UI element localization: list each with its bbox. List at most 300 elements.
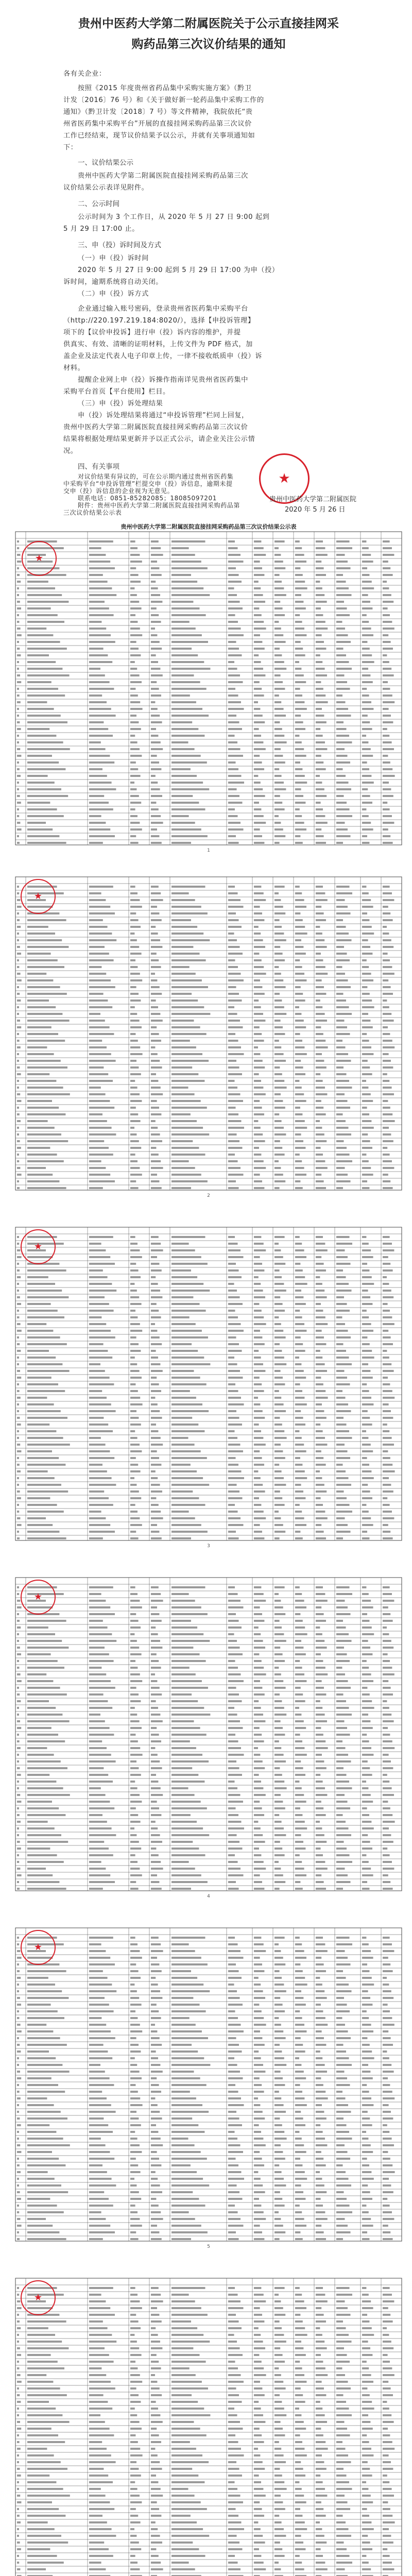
table-cell-text: [89, 2548, 109, 2550]
table-cell-text: [228, 2481, 235, 2483]
table-cell-text: [151, 2374, 155, 2376]
table-cell-text: [228, 1127, 244, 1129]
table-cell-text: [336, 688, 350, 690]
table-cell-text: [362, 1464, 369, 1466]
table-cell-text: [89, 2138, 101, 2140]
table-cell-text: [254, 1740, 264, 1742]
table-cell-text: [130, 1848, 141, 1850]
table-cell-text: [27, 594, 62, 596]
complaint-line: 提醒企业网上申（投）诉操作指南详见贵州省医药集中: [78, 376, 248, 384]
table-cell-text: [316, 1006, 322, 1008]
table-cell-text: [171, 2191, 193, 2193]
table-cell-text: [383, 728, 387, 730]
table-cell-text: [151, 2568, 163, 2570]
table-cell-text: [130, 1423, 141, 1426]
table-cell-text: [295, 2050, 305, 2053]
table-cell-text: [274, 1147, 282, 1149]
table-cell-text: [295, 2414, 301, 2416]
table-cell-text: [27, 2448, 47, 2450]
table-cell-text: [254, 1093, 266, 1095]
table-cell-text: [17, 661, 19, 663]
table-cell-text: [254, 728, 259, 730]
table-cell-text: [362, 1087, 368, 1089]
table-cell-text: [228, 2408, 234, 2410]
table-cell-text: [130, 2287, 135, 2289]
table-cell-text: [336, 2501, 348, 2503]
table-cell-text: [228, 2541, 239, 2544]
table-cell-text: [130, 1707, 135, 1709]
table-cell-text: [151, 1249, 163, 1251]
table-cell-text: [228, 1794, 241, 1796]
table-cell-text: [151, 2381, 157, 2383]
table-cell-text: [295, 1147, 305, 1149]
table-cell-text: [383, 1236, 390, 1238]
table-cell-text: [130, 1276, 141, 1278]
table-cell-text: [17, 1868, 20, 1870]
table-cell-text: [316, 1236, 323, 1238]
table-cell-text: [27, 1787, 63, 1789]
table-cell-text: [89, 2408, 112, 2410]
table-cell-text: [171, 2225, 201, 2227]
table-cell-text: [383, 1383, 390, 1385]
table-cell-text: [274, 2050, 282, 2053]
table-cell-text: [274, 2387, 286, 2389]
table-cell-text: [228, 1444, 241, 1446]
table-cell-text: [274, 540, 285, 543]
table-cell-text: [171, 1423, 198, 1426]
table-cell-text: [89, 1020, 105, 1022]
table-cell-text: [89, 2117, 104, 2120]
table-cell-text: [228, 1390, 238, 1392]
table-cell-text: [151, 1660, 159, 1662]
table-cell-text: [89, 1450, 110, 1452]
table-cell-text: [228, 601, 240, 603]
table-cell-text: [316, 567, 324, 569]
table-cell-text: [228, 1107, 236, 1109]
table-cell-text: [295, 1937, 300, 1939]
table-cell-text: [228, 1290, 237, 1292]
table-cell-text: [17, 2198, 21, 2200]
table-cell-text: [316, 1537, 326, 1539]
table-cell-text: [336, 1174, 348, 1176]
table-cell-text: [362, 1633, 374, 1635]
table-cell-text: [228, 986, 236, 988]
table-cell-text: [89, 1290, 116, 1292]
table-cell-text: [316, 2144, 327, 2146]
table-cell-text: [295, 1290, 301, 1292]
table-cell-text: [362, 1720, 370, 1722]
table-cell-text: [295, 2501, 306, 2503]
table-cell-text: [383, 1511, 392, 1513]
table-cell-text: [295, 2327, 305, 2329]
table-cell-text: [27, 2138, 63, 2140]
table-cell-text: [89, 2050, 108, 2053]
table-cell-text: [295, 2515, 302, 2517]
table-cell-text: [316, 1868, 328, 1870]
table-cell-text: [383, 688, 390, 690]
table-cell-text: [130, 1787, 138, 1789]
table-cell-text: [89, 2307, 110, 2309]
table-cell-text: [171, 587, 203, 589]
table-cell-text: [316, 775, 320, 777]
table-cell-text: [362, 1249, 371, 1251]
complaint-line: 企业通过输入账号密码，登录贵州省医药集中采购平台: [78, 305, 248, 313]
table-cell-text: [316, 795, 327, 797]
table-cell-text: [17, 1080, 19, 1082]
table-cell-text: [27, 1673, 46, 1675]
table-cell-text: [274, 634, 283, 636]
table-cell-text: [151, 654, 156, 656]
table-cell-text: [151, 1470, 156, 1472]
table-cell-text: [316, 728, 320, 730]
table-cell-text: [295, 601, 303, 603]
table-cell-text: [254, 1276, 259, 1278]
table-cell-text: [17, 755, 21, 757]
table-cell-text: [17, 1700, 21, 1702]
table-cell-text: [171, 2381, 202, 2383]
table-cell-text: [130, 1457, 136, 1459]
table-cell-text: [383, 1490, 393, 1493]
table-cell-text: [228, 1256, 244, 1258]
table-cell-text: [17, 1243, 19, 1245]
table-cell-text: [316, 1363, 325, 1365]
table-cell-text: [17, 1133, 19, 1136]
table-cell-text: [89, 540, 113, 543]
table-cell-text: [336, 775, 346, 777]
table-cell-text: [316, 1490, 327, 1493]
table-cell-text: [383, 1263, 390, 1265]
table-cell-text: [27, 1754, 54, 1756]
table-cell-text: [295, 1046, 304, 1048]
table-cell-text: [17, 1687, 19, 1689]
table-cell-text: [17, 1470, 21, 1472]
signature-date: 2020 年 5 月 26 日: [285, 506, 346, 514]
table-cell-text: [130, 761, 136, 764]
table-cell-text: [130, 735, 135, 737]
table-cell-text: [27, 1537, 66, 1539]
table-cell-text: [274, 2374, 281, 2376]
table-cell-text: [274, 2528, 284, 2530]
table-cell-text: [336, 1180, 351, 1182]
table-cell-text: [383, 674, 394, 676]
table-cell-text: [316, 2548, 321, 2550]
table-cell-text: [316, 1827, 322, 1829]
table-cell-text: [27, 2057, 56, 2059]
table-cell-text: [228, 1249, 241, 1251]
table-cell-text: [316, 648, 326, 650]
table-cell-text: [254, 2231, 262, 2233]
table-cell-text: [383, 2117, 393, 2120]
table-cell-text: [228, 721, 239, 723]
table-cell-text: [17, 2394, 20, 2396]
table-cell-text: [151, 2064, 160, 2066]
table-cell-text: [27, 1747, 47, 1749]
table-cell-text: [27, 1511, 64, 1513]
table-cell-text: [254, 886, 261, 888]
table-cell-text: [383, 2124, 387, 2126]
table-cell-text: [274, 788, 286, 790]
table-cell-text: [295, 2218, 304, 2220]
section-line: 5 月 29 日 17:00 止。: [63, 225, 140, 233]
table-cell-text: [89, 1457, 114, 1459]
table-cell-text: [254, 1357, 261, 1359]
table-border: [15, 2278, 402, 2576]
table-cell-text: [254, 1457, 262, 1459]
table-cell-text: [17, 795, 20, 797]
table-cell-text: [254, 1127, 261, 1129]
table-cell-text: [171, 1707, 204, 1709]
table-cell-text: [295, 1620, 303, 1622]
table-cell-text: [274, 2367, 279, 2369]
table-cell-text: [130, 2111, 136, 2113]
table-cell-text: [151, 2238, 162, 2240]
table-cell-text: [130, 1417, 139, 1419]
table-cell-text: [151, 2131, 158, 2133]
table-cell-text: [130, 775, 141, 777]
table-cell-text: [316, 2515, 326, 2517]
table-cell-text: [130, 2535, 136, 2537]
table-cell-text: [89, 2225, 110, 2227]
table-cell-text: [171, 1626, 197, 1629]
table-cell-text: [295, 2468, 303, 2470]
table-cell-text: [295, 2548, 305, 2550]
table-cell-text: [171, 1673, 196, 1675]
table-cell-text: [17, 828, 22, 831]
table-cell-text: [171, 1660, 206, 1662]
table-cell-text: [151, 1490, 162, 1493]
table-cell-text: [274, 912, 285, 914]
table-cell-text: [254, 1647, 265, 1649]
table-cell-text: [151, 2448, 155, 2450]
table-cell-text: [130, 1323, 140, 1325]
table-cell-text: [228, 1180, 236, 1182]
table-cell-text: [316, 2428, 321, 2430]
table-cell-text: [17, 1854, 19, 1856]
table-cell-text: [151, 1970, 162, 1972]
table-cell-text: [362, 2461, 368, 2463]
table-cell-text: [89, 1861, 101, 1863]
table-cell-text: [89, 815, 101, 817]
table-cell-text: [295, 1073, 305, 1075]
table-cell-text: [151, 2307, 157, 2309]
table-cell-text: [228, 2064, 237, 2066]
table-cell-text: [295, 2077, 306, 2079]
table-cell-text: [27, 1714, 62, 1716]
table-cell-text: [151, 2050, 156, 2053]
table-cell-text: [336, 946, 344, 948]
table-cell-text: [27, 933, 55, 935]
table-cell-text: [316, 1834, 324, 1836]
table-cell-text: [17, 1977, 21, 1979]
table-cell-text: [383, 1537, 393, 1539]
table-cell-text: [151, 601, 162, 603]
table-cell-text: [27, 1053, 54, 1055]
table-cell-text: [295, 2374, 304, 2376]
table-cell-text: [130, 2138, 138, 2140]
table-cell-text: [362, 1794, 371, 1796]
table-cell-text: [274, 2218, 281, 2220]
table-cell-text: [89, 966, 101, 968]
table-cell-text: [362, 1357, 374, 1359]
table-cell-text: [362, 2441, 369, 2443]
table-cell-text: [228, 2104, 244, 2106]
table-cell-text: [171, 2030, 202, 2032]
table-cell-text: [316, 1323, 328, 1325]
table-cell-text: [383, 1187, 393, 1189]
section-body-3: [63, 252, 357, 300]
table-cell-text: [316, 782, 322, 784]
table-cell-text: [151, 1854, 159, 1856]
table-cell-text: [274, 1133, 286, 1136]
table-cell-text: [295, 1133, 301, 1136]
table-cell-text: [316, 1854, 323, 1856]
table-cell-text: [295, 802, 305, 804]
table-cell-text: [17, 2287, 19, 2289]
table-cell-text: [27, 2064, 62, 2066]
table-cell-text: [336, 721, 344, 723]
table-cell-text: [383, 1626, 387, 1629]
table-cell-text: [171, 2064, 210, 2066]
table-cell-text: [130, 2441, 138, 2443]
table-cell-text: [151, 1046, 155, 1048]
table-cell-text: [228, 1680, 244, 1682]
table-cell-text: [254, 1586, 261, 1588]
table-cell-text: [228, 2515, 238, 2517]
table-cell-text: [228, 2024, 241, 2026]
table-cell-text: [151, 1390, 161, 1392]
table-cell-text: [254, 1957, 260, 1959]
table-cell-text: [383, 554, 394, 556]
table-cell-text: [383, 2394, 393, 2396]
table-cell-text: [27, 761, 59, 764]
table-cell-text: [362, 1167, 371, 1169]
table-cell-text: [362, 906, 373, 908]
table-cell-text: [89, 1700, 108, 1702]
table-cell-text: [383, 1647, 393, 1649]
table-cell-text: [362, 567, 367, 569]
table-cell-text: [89, 1760, 116, 1762]
table-cell-text: [151, 2294, 161, 2296]
table-cell-text: [89, 2211, 101, 2213]
table-cell-text: [383, 953, 388, 955]
table-cell-text: [171, 1687, 208, 1689]
table-cell-text: [27, 1066, 67, 1069]
table-cell-text: [254, 1673, 266, 1675]
table-cell-text: [171, 1720, 194, 1722]
table-cell-text: [383, 1013, 391, 1015]
table-cell-text: [316, 2307, 321, 2309]
table-cell-text: [151, 1350, 156, 1352]
table-cell-text: [27, 835, 59, 837]
table-cell-text: [362, 1517, 371, 1519]
table-cell-text: [274, 1841, 280, 1843]
page-number: 1: [207, 848, 210, 853]
table-cell-text: [254, 1937, 261, 1939]
table-cell-text: [228, 1606, 244, 1608]
table-cell-text: [27, 2158, 59, 2160]
table-cell-text: [295, 1504, 300, 1506]
table-cell-text: [27, 1093, 70, 1095]
table-cell-text: [228, 1336, 236, 1338]
table-cell-text: [362, 2354, 372, 2356]
table-cell-text: [295, 1687, 301, 1689]
table-cell-text: [151, 1484, 160, 1486]
table-cell-text: [228, 2191, 239, 2193]
table-cell-text: [151, 966, 161, 968]
table-cell-text: [362, 748, 371, 750]
table-cell-text: [228, 1457, 236, 1459]
table-cell-text: [254, 1167, 266, 1169]
table-cell-text: [89, 1606, 110, 1608]
table-cell-text: [362, 1626, 372, 1629]
table-cell-text: [17, 2218, 20, 2220]
table-cell-text: [89, 2495, 106, 2497]
table-cell-text: [274, 761, 285, 764]
table-cell-text: [295, 1167, 304, 1169]
table-cell-text: [130, 1033, 135, 1035]
table-cell-text: [295, 1127, 307, 1129]
table-cell-text: [130, 1390, 138, 1392]
table-cell-text: [295, 1497, 305, 1499]
table-cell-text: [89, 581, 108, 583]
table-cell-text: [89, 1888, 103, 1890]
table-cell-text: [17, 2010, 19, 2012]
table-cell-text: [130, 2064, 137, 2066]
table-cell-text: [362, 1397, 371, 1399]
table-cell-text: [151, 2144, 163, 2146]
table-cell-text: [151, 1734, 159, 1736]
table-cell-text: [171, 1249, 195, 1251]
table-cell-text: [336, 1316, 342, 1318]
table-cell-text: [295, 1026, 306, 1028]
table-cell-text: [362, 547, 369, 549]
table-cell-text: [151, 899, 163, 901]
table-cell-text: [17, 2454, 19, 2456]
table-cell-text: [295, 1040, 302, 1042]
table-cell-text: [362, 2044, 370, 2046]
table-cell-text: [383, 1256, 388, 1258]
table-cell-text: [254, 795, 265, 797]
table-cell-text: [171, 708, 202, 710]
table-cell-text: [151, 2421, 163, 2423]
table-cell-text: [295, 2030, 306, 2032]
table-cell-text: [336, 2508, 350, 2510]
table-cell-text: [171, 2010, 206, 2012]
table-cell-text: [89, 1073, 108, 1075]
table-cell-text: [171, 668, 210, 670]
table-cell-text: [254, 1417, 265, 1419]
table-cell-text: [383, 2454, 389, 2456]
table-cell-text: [151, 1647, 162, 1649]
table-cell-text: [89, 2320, 103, 2323]
table-cell-text: [336, 1243, 352, 1245]
table-cell-text: [151, 1673, 155, 1675]
table-cell-text: [27, 1531, 59, 1533]
table-cell-text: [151, 1080, 158, 1082]
table-cell-text: [362, 795, 370, 797]
table-cell-text: [27, 1970, 66, 1972]
table-cell-text: [17, 1160, 19, 1162]
table-cell-text: [274, 701, 281, 703]
table-cell-text: [336, 1693, 344, 1696]
table-cell-text: [316, 1807, 323, 1809]
table-cell-text: [151, 1633, 158, 1635]
table-cell-text: [27, 1814, 65, 1816]
table-cell-text: [383, 1484, 391, 1486]
table-cell-text: [295, 906, 306, 908]
table-cell-text: [295, 2231, 300, 2233]
table-cell-text: [336, 1950, 345, 1952]
